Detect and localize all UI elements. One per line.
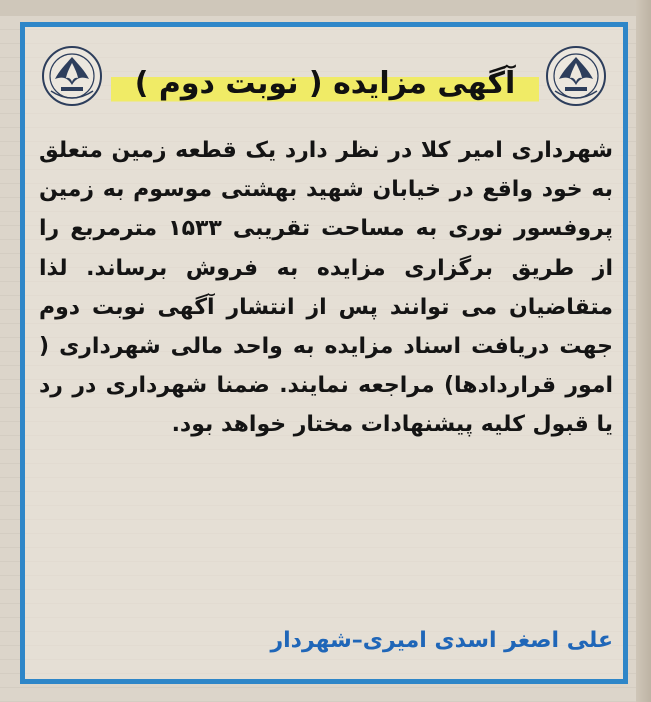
signature: علی اصغر اسدی امیری–شهردار bbox=[270, 628, 613, 653]
page-top-strip bbox=[0, 0, 651, 16]
page-right-edge bbox=[636, 0, 651, 702]
municipality-emblem-icon bbox=[545, 45, 607, 107]
notice-title: آگهی مزایده ( نوبت دوم ) bbox=[111, 61, 539, 107]
municipality-emblem-icon bbox=[41, 45, 103, 107]
notice-body: شهرداری امیر کلا در نظر دارد یک قطعه زمین متعلق به خود واقع در خیابان شهید بهشتی موسوم به زمین پروفسور نوری به مساحت تقریبی ۱۵۳۳ مترمربع را از طریق برگزاری مزایده به فروش برساند. لذا متقاضیان می توانند پس از انتشار آگهی نوبت دوم جهت دریافت اسناد مزایده به واحد مالی شهرداری ( امور قراردادها) مراجعه نمایند. ضمنا شهرداری در رد یا قبول کلیه پیشنهادات مختار خواهد بود. bbox=[39, 138, 613, 438]
notice-frame bbox=[20, 22, 628, 684]
